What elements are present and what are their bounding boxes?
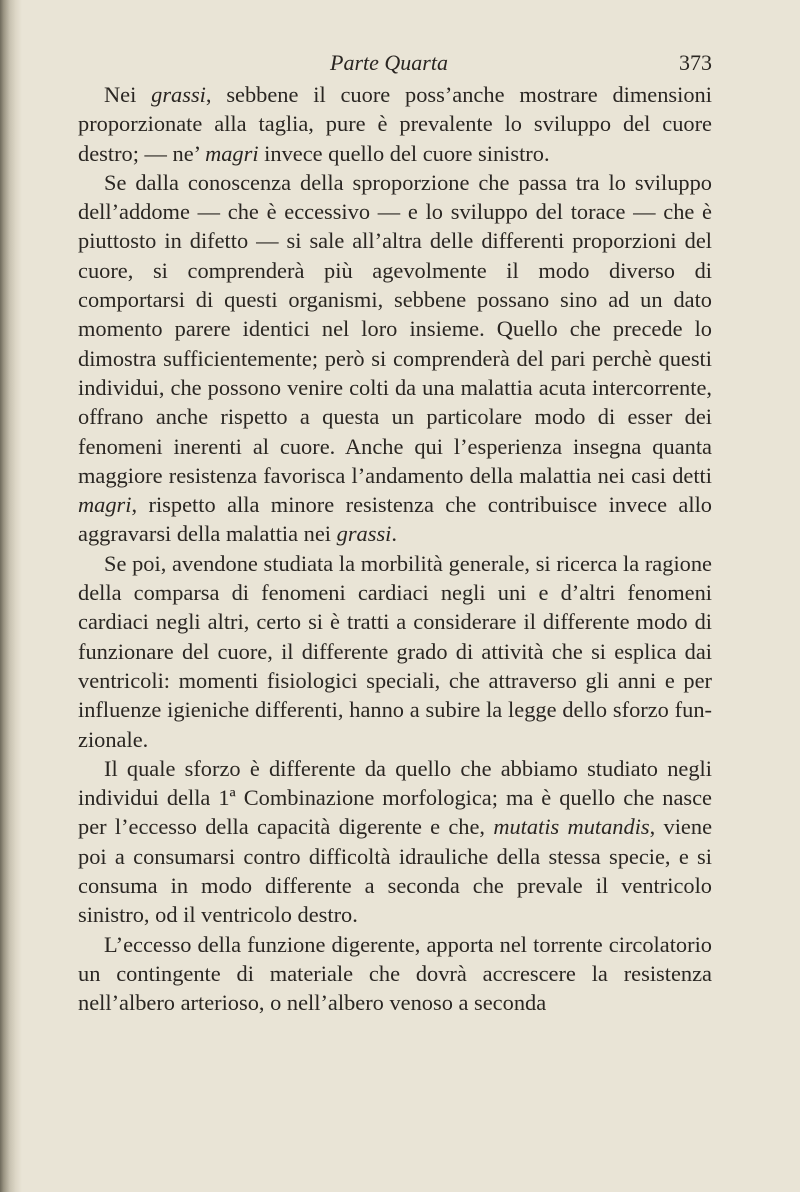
italic-term: magri <box>205 140 259 166</box>
paragraph <box>78 754 712 930</box>
text-segment: , sebbene il cuore poss’anche mostrare dimensioni proporzionate alla taglia, pure è prevalente lo sviluppo del cuore destro; — ne’ <box>78 82 712 166</box>
paragraph <box>78 549 712 754</box>
text-segment: Nei <box>104 82 152 107</box>
running-header <box>78 50 712 80</box>
paragraph <box>78 80 712 168</box>
text-segment: invece quello del cuore sinistro. <box>258 140 550 166</box>
text-segment: Se dalla conoscenza della sproporzione che passa tra lo sviluppo dell’addome — che è eccessivo — e lo sviluppo del torace — che è piuttosto in difetto — si sale all’altra delle differenti proporzioni del cuore, si comprenderà più agevolmente il modo diverso di comportarsi di questi organismi, sebbene possano sino ad un dato momento parere identici nel loro insieme. Quello che precede lo dimostra sufficientemente; però si comprenderà del pari perchè questi individui, che possono venire colti da una malattia acuta intercorrente, offrano anche rispetto a questa un particolare modo di esser dei fenomeni inerenti al cuore. Anche qui l’esperienza insegna quanta maggiore resistenza favorisca l’andamento della malattia nei casi detti <box>78 169 712 488</box>
paragraph <box>78 930 712 1018</box>
text-segment: , viene poi a consumarsi contro difficoltà idrauliche della stessa specie, e si consuma in modo differente a seconda che prevale il ventricolo sinistro, od il ventricolo destro. <box>78 814 713 928</box>
text-segment: , rispetto alla minore resistenza che contribuisce invece allo aggravarsi della malattia nei <box>78 492 712 547</box>
paragraph <box>78 168 712 549</box>
italic-term: magri <box>78 492 132 518</box>
page-number: 373 <box>679 50 712 75</box>
italic-term: grassi <box>336 521 392 547</box>
text-segment: Il quale sforzo è differente da quello che abbiamo studiato negli individui della 1ª Combinazione morfologica; ma è quello che nasce per l’eccesso della capacità digerente e che, <box>78 755 712 840</box>
body-text <box>78 80 712 1018</box>
italic-term: grassi <box>151 82 206 107</box>
running-title: Parte Quarta <box>330 50 448 75</box>
text-segment: . <box>391 521 397 547</box>
text-segment: Se poi, avendone studiata la morbilità generale, si ricerca la ragione della comparsa di fenomeni cardiaci negli uni e d’altri fenomeni cardiaci negli altri, certo si è tratti a considerare il differente modo di funzionare del cuore, il differente grado di attività che si esplica dai ventricoli: momenti fisiologici speciali, che attraverso gli anni e per influenze igieniche differenti, hanno a subire la legge dello sforzo funzionale. <box>78 550 712 752</box>
text-segment: L’eccesso della funzione digerente, apporta nel torrente circolatorio un contingente di materiale che dovrà accrescere la resistenza nell’albero arterioso, o nell’albero venoso a seconda <box>78 931 712 1016</box>
book-spine-shadow <box>0 0 22 1192</box>
italic-term: mutatis mutandis <box>493 814 650 840</box>
